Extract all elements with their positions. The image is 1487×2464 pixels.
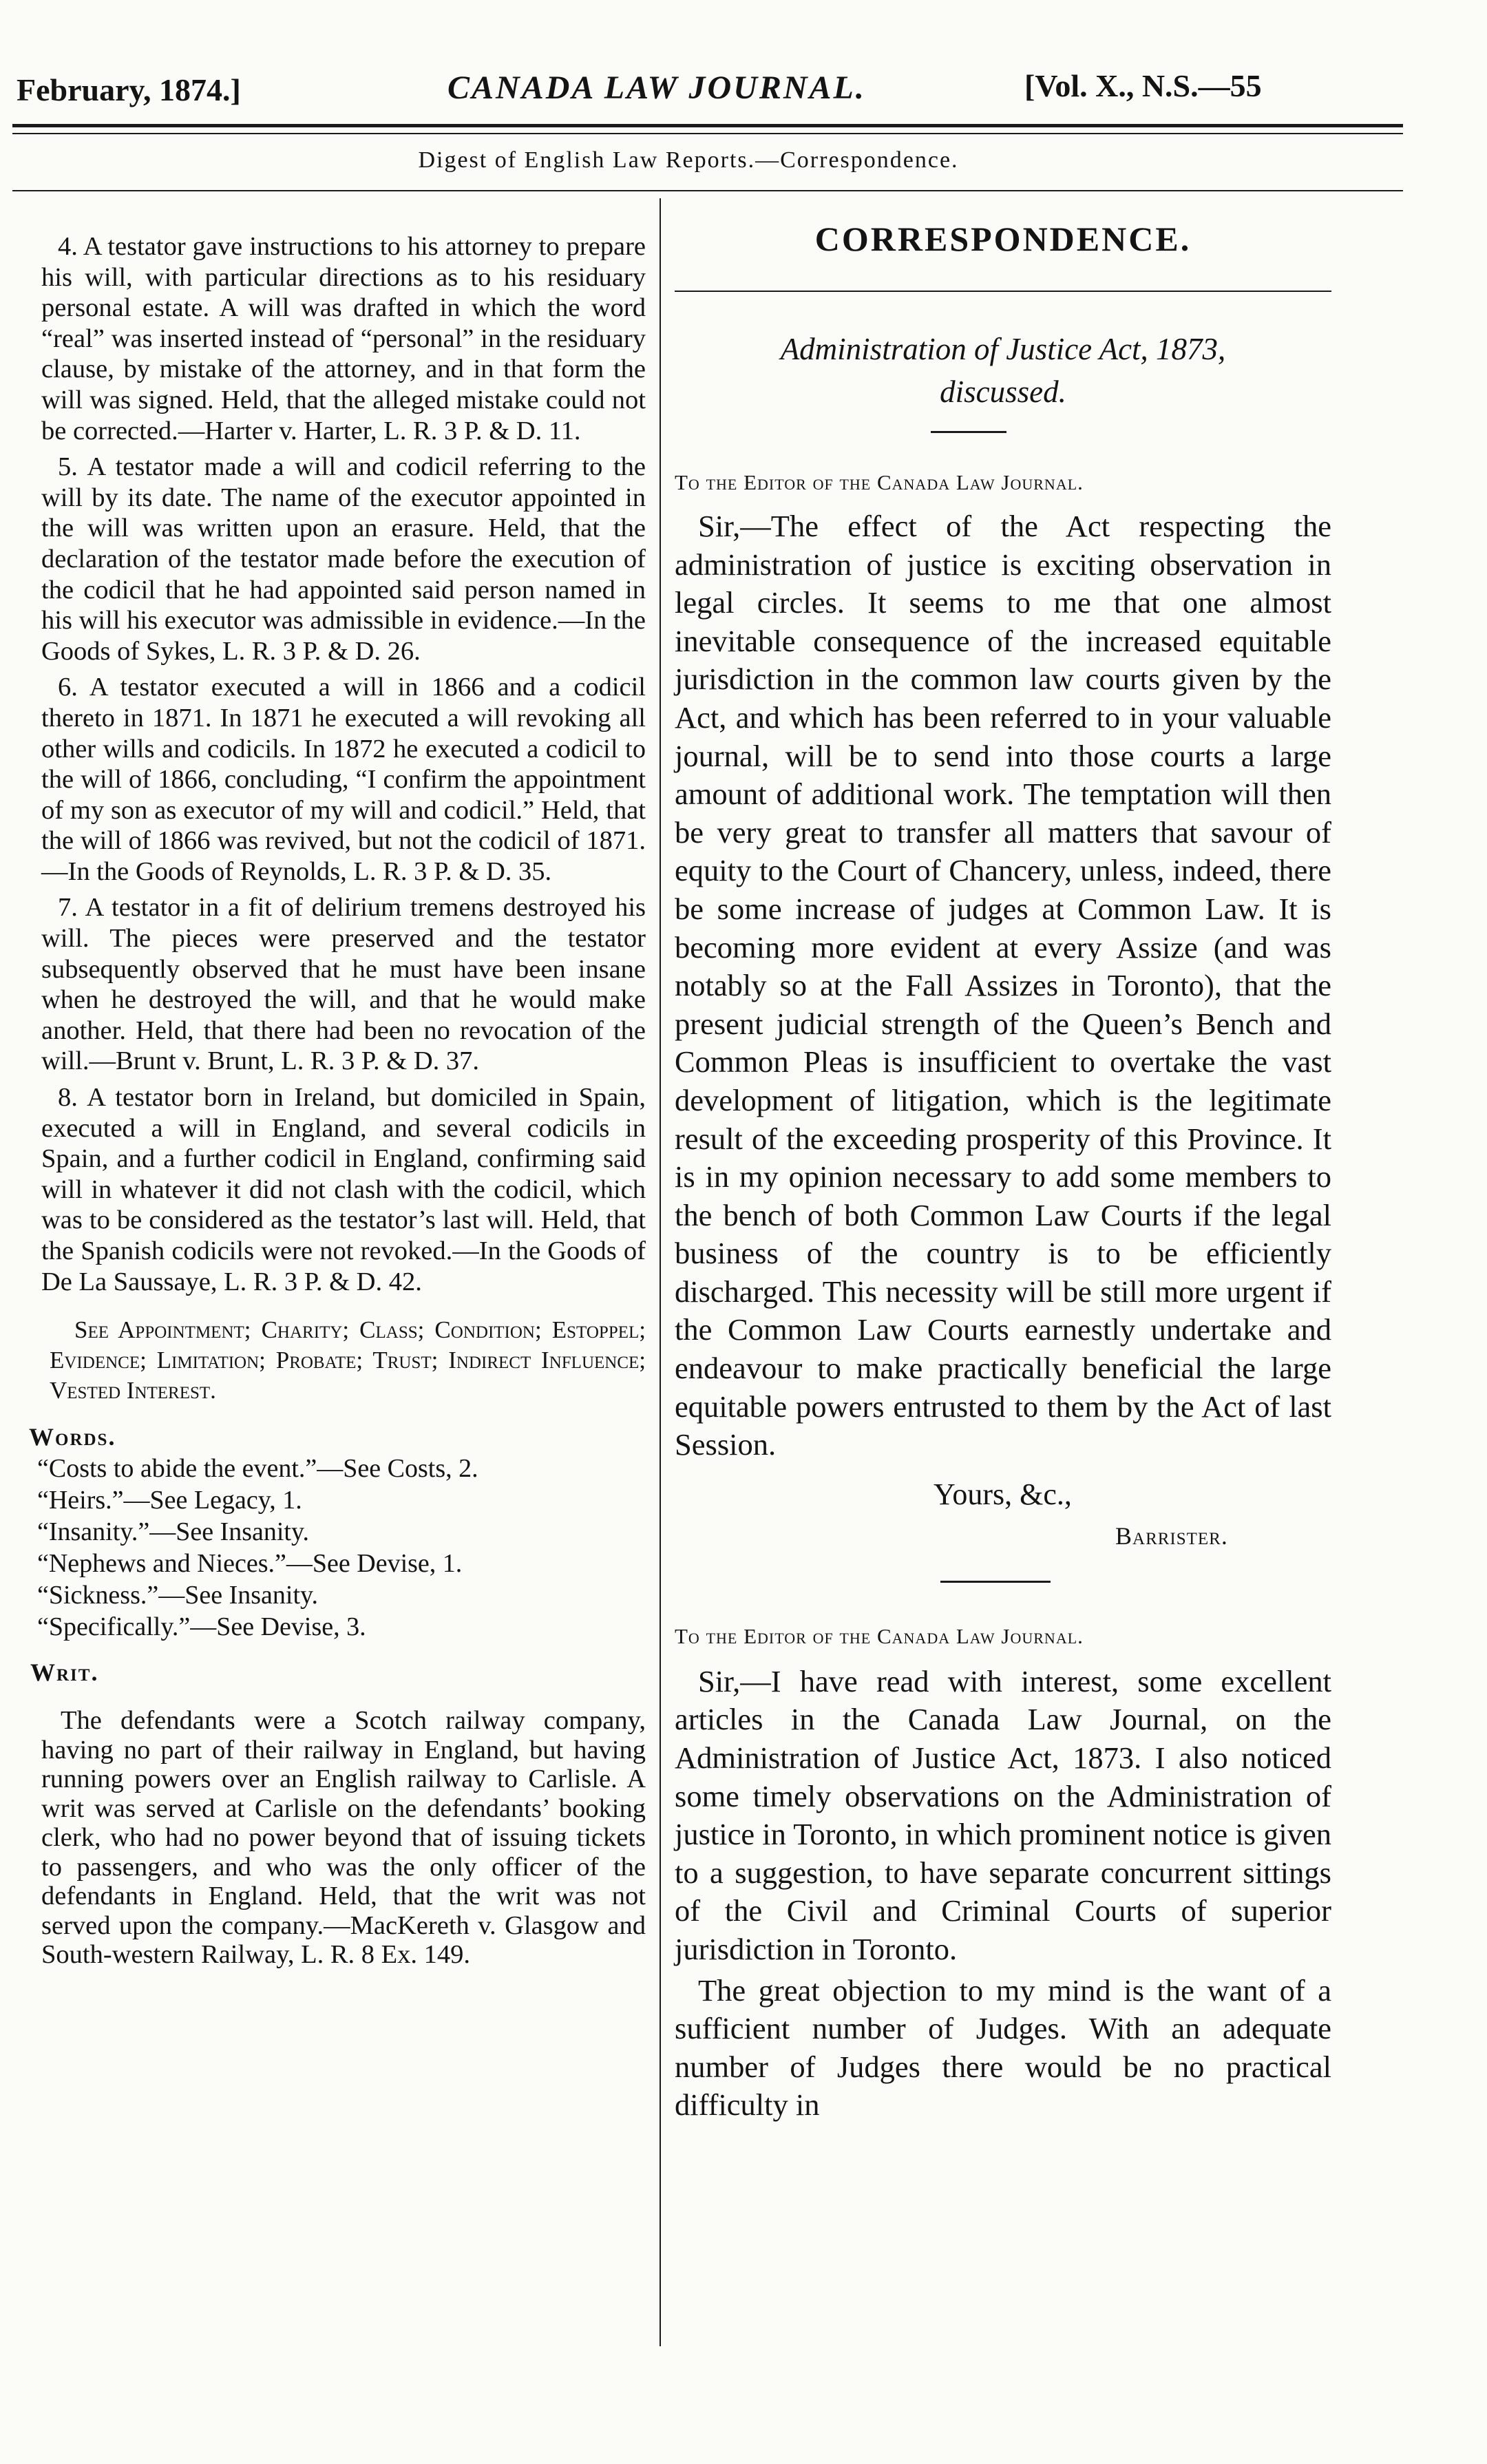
correspondence-title: CORRESPONDENCE. bbox=[814, 220, 1192, 258]
see-also-references: See Appointment; Charity; Class; Condition; Estoppel; Evidence; Limitation; Probate; Trust; Indirect Influence; Vested Interest. bbox=[50, 1316, 646, 1404]
digest-entry-7: 7. A testator in a fit of delirium tremens destroyed his will. The pieces were preserved and the testator subsequently observed that he must have been insane when he destroyed the will, and that he would make another. Held, that there had been no revocation of the will.—Brunt v. Brunt, L. R. 3 P. & D. 37. bbox=[41, 893, 646, 1076]
digest-entry-6: 6. A testator executed a will in 1866 and a codicil thereto in 1871. In 1871 he executed a will revoking all other wills and codicils. In 1872 he executed a codicil to the will of 1866, concluding, “I confirm the appointment of my son as executor of my will and codicil.” Held, that the will of 1866 was revived, but not the codicil of 1871.—In the Goods of Reynolds, L. R. 3 P. & D. 35. bbox=[41, 673, 646, 886]
header-rule-top bbox=[12, 124, 1403, 127]
column-divider bbox=[660, 198, 661, 2346]
digest-entry-5: 5. A testator made a will and codicil referring to the will by its date. The name of the executor appointed in the will was written upon an erasure. Held, that the declaration of the testator made before the execution of the codicil that he had appointed said person named in his will his executor was admissible in evidence.—In the Goods of Sykes, L. R. 3 P. & D. 26. bbox=[41, 452, 646, 666]
words-entry: “Insanity.”—See Insanity. bbox=[37, 1517, 310, 1547]
writ-entry: The defendants were a Scotch railway company, having no part of their railway in England, but having running powers over an English railway to Carlisle. A writ was served at Carlisle on the defendants’ booking clerk, who had no power beyond that of issuing tickets to passengers, and who was the only officer of the defendants in England. Held, that the writ was not served upon the company.—MacKereth v. Glasgow and South-western Railway, L. R. 8 Ex. 149. bbox=[41, 1706, 646, 1970]
article-subtitle bbox=[675, 328, 1331, 413]
left-column bbox=[29, 231, 646, 1970]
words-entry: “Costs to abide the event.”—See Costs, 2. bbox=[37, 1454, 478, 1484]
letter1-closing: Yours, &c., bbox=[934, 1477, 1072, 1511]
page-subheader: Digest of English Law Reports.—Correspondence. bbox=[418, 147, 959, 173]
writ-heading: Writ. bbox=[30, 1659, 99, 1687]
words-entry: “Nephews and Nieces.”—See Devise, 1. bbox=[37, 1549, 463, 1579]
letter1-salutation: To the Editor of the Canada Law Journal. bbox=[675, 470, 1084, 494]
article-subtitle-line1: Administration of Justice Act, 1873, bbox=[780, 332, 1226, 366]
words-entry: “Sickness.”—See Insanity. bbox=[37, 1581, 319, 1610]
short-rule bbox=[931, 431, 1006, 433]
letter-separator bbox=[940, 1581, 1051, 1583]
header-rule-bottom bbox=[12, 133, 1403, 134]
letter2-paragraph-2: The great objection to my mind is the want of a sufficient number of Judges. With an adequate number of Judges there would be no practical difficulty in bbox=[675, 1972, 1331, 2123]
letter2-salutation: To the Editor of the Canada Law Journal. bbox=[675, 1623, 1084, 1648]
article-subtitle-line2: discussed. bbox=[940, 375, 1066, 409]
digest-entry-8: 8. A testator born in Ireland, but domiciled in Spain, executed a will in England, and several codicils in Spain, and a further codicil in England, confirming said will in whatever it did not clash with the codicil, which was to be considered as the testator’s last will. Held, that the Spanish codicils were not revoked.—In the Goods of De La Saussaye, L. R. 3 P. & D. 42. bbox=[41, 1083, 646, 1296]
title-rule bbox=[675, 291, 1331, 292]
words-heading: Words. bbox=[29, 1423, 116, 1451]
right-column bbox=[675, 219, 1331, 2125]
volume-number: [Vol. X., N.S.—55 bbox=[1024, 68, 1262, 103]
digest-entry-4: 4. A testator gave instructions to his attorney to prepare his will, with particular directions as to his residuary personal estate. A will was drafted in which the word “real” was inserted instead of “personal” in the residuary clause, by mistake of the attorney, and in that form the will was signed. Held, that the alleged mistake could not be corrected.—Harter v. Harter, L. R. 3 P. & D. 11. bbox=[41, 232, 646, 445]
letter1-signature: Barrister. bbox=[1115, 1521, 1228, 1550]
words-entry: “Heirs.”—See Legacy, 1. bbox=[37, 1486, 302, 1515]
header-date: February, 1874.] bbox=[17, 72, 241, 107]
journal-title: CANADA LAW JOURNAL. bbox=[447, 70, 866, 106]
letter1-body: Sir,—The effect of the Act respecting the administration of justice is exciting observation in legal circles. It seems to me that one almost inevitable consequence of the increased equitable jurisdiction in the common law courts given by the Act, and which has been referred to in your valuable journal, will be to send into those courts a large amount of additional work. The temptation will then be very great to transfer all matters that savour of equity to the Court of Chancery, unless, indeed, there be some increase of judges at Common Law. It is becoming more evident at every Assize (and was notably so at the Fall Assizes in Toronto), that the present judicial strength of the Queen’s Bench and Common Pleas is insufficient to overtake the vast development of litigation, which is the legitimate result of the exceeding prosperity of this Province. It is in my opinion necessary to add some members to the bench of both Common Law Courts if the legal business of the country is to be efficiently discharged. This necessity will be still more urgent if the Common Law Courts earnestly undertake and endeavour to make practically beneficial the large equitable powers entrusted to them by the Act of last Session. bbox=[675, 509, 1331, 1462]
words-entry: “Specifically.”—See Devise, 3. bbox=[37, 1612, 366, 1642]
letter2-paragraph-1: Sir,—I have read with interest, some excellent articles in the Canada Law Journal, on the Administration of Justice Act, 1873. I also noticed some timely observations on the Administration of justice in Toronto, in which prominent notice is given to a suggestion, to have separate concurrent sittings of the Civil and Criminal Courts of superior jurisdiction in Toronto. bbox=[675, 1663, 1331, 1966]
subheader-rule bbox=[12, 190, 1403, 191]
